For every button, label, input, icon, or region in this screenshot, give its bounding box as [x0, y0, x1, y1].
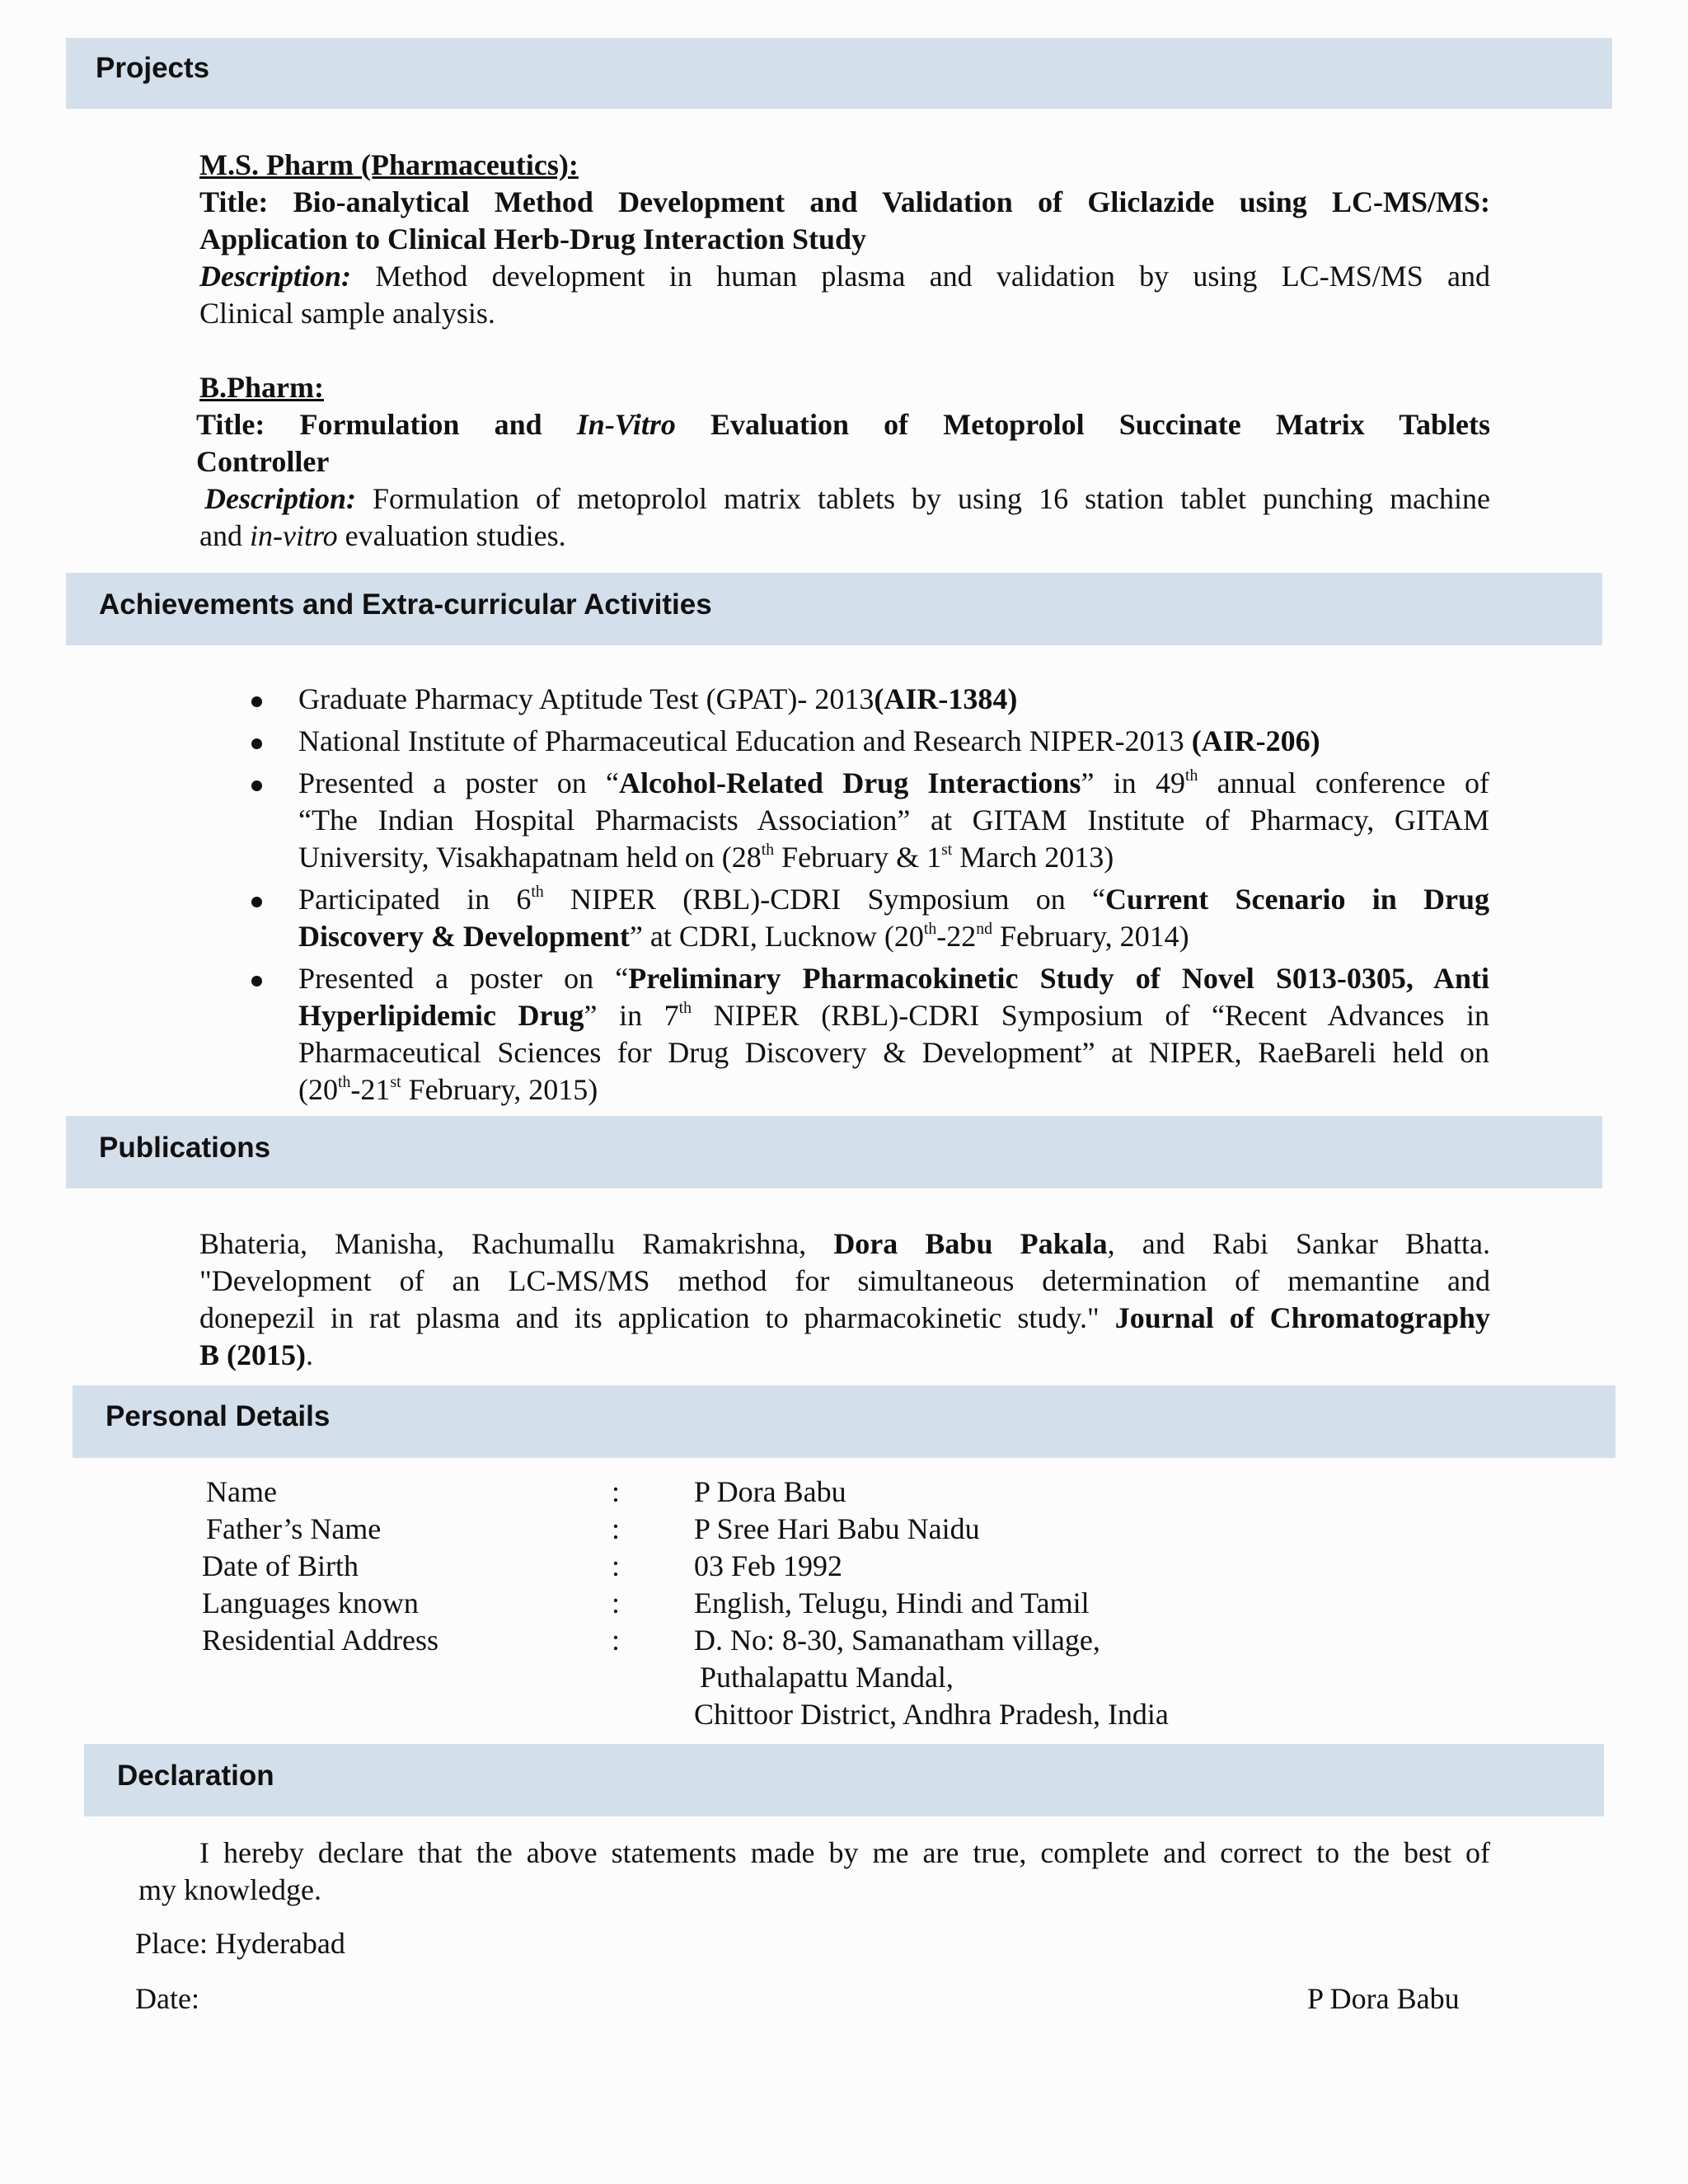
bpharm-description: [196, 480, 1490, 518]
ms-pharm-description: [199, 258, 1490, 295]
bullet-icon: [251, 780, 262, 791]
list-item: [298, 681, 1489, 718]
colon: :: [612, 1586, 621, 1619]
bpharm-heading: B.Pharm:: [199, 371, 324, 404]
ms-pharm-title-cont: Application to Clinical Herb-Drug Interaction Study: [199, 223, 867, 255]
description-italic: in-vitro: [249, 519, 338, 552]
item-text: Graduate Pharmacy Aptitude Test (GPAT)- 2013: [298, 682, 874, 715]
declaration-line: I hereby declare that the above statements made by me are true, complete and correct to the best of: [199, 1836, 1490, 1869]
description-text: Formulation of metoprolol matrix tablets by using 16 station tablet punching machine: [373, 482, 1491, 515]
description-label: Description:: [204, 482, 356, 515]
colon: :: [612, 1549, 621, 1582]
projects-section-header: Projects: [66, 38, 1612, 109]
name-label: Name: [206, 1475, 277, 1508]
list-item: Presented a poster on “Alcohol-Related Drug Interactions” in 49th annual conference of “The Indian Hospital Pharmacists Association” at GITAM Institute of Pharmacy, GITAM University, Visakhapatnam held on (28th February & 1st March 2013): [298, 765, 1489, 876]
declaration-text: [138, 1835, 1490, 1909]
dob-label: Date of Birth: [202, 1549, 359, 1582]
ms-pharm-heading: M.S. Pharm (Pharmaceutics):: [199, 148, 579, 181]
address-line: Chittoor District, Andhra Pradesh, India: [694, 1698, 1169, 1731]
name-value: P Dora Babu: [694, 1475, 846, 1508]
ms-pharm-title: Title: Bio-analytical Method Development and Validation of Gliclazide using LC-MS/MS:: [199, 185, 1490, 218]
publication-entry: Bhateria, Manisha, Rachumallu Ramakrishna, Dora Babu Pakala, and Rabi Sankar Bhatta. "Development of an LC-MS/MS method for simultaneous determination of memantine and donepezil in rat plasma and its application to pharmacokinetic study." Journal of Chromatography B (2015).: [199, 1227, 1491, 1371]
place-line: Place: Hyderabad: [135, 1927, 345, 1960]
bpharm-description-cont: [196, 518, 1490, 555]
father-name-label: Father’s Name: [206, 1512, 382, 1545]
declaration-section-header: Declaration: [84, 1744, 1604, 1816]
colon: :: [612, 1512, 621, 1545]
list-item: [298, 723, 1489, 760]
signature-name: P Dora Babu: [1307, 1982, 1460, 2015]
title-text: Title: Formulation and: [196, 408, 577, 441]
bullet-icon: [251, 696, 262, 707]
bullet-icon: [251, 738, 262, 749]
dob-value: 03 Feb 1992: [694, 1549, 842, 1582]
address-line: D. No: 8-30, Samanatham village,: [694, 1624, 1100, 1657]
address-line: Puthalapattu Mandal,: [700, 1661, 954, 1694]
father-name-value: P Sree Hari Babu Naidu: [694, 1512, 980, 1545]
bpharm-title: [196, 406, 1490, 443]
bullet-icon: [251, 976, 262, 987]
bpharm-project: [196, 369, 1490, 555]
title-text: Evaluation of Metoprolol Succinate Matrix Tablets: [675, 408, 1491, 441]
colon: :: [612, 1475, 621, 1508]
date-label: Date:: [135, 1982, 199, 2015]
personal-details-section-header: Personal Details: [73, 1385, 1615, 1458]
languages-label: Languages known: [202, 1586, 419, 1619]
colon: :: [612, 1624, 621, 1657]
description-text: Method development in human plasma and validation by using LC-MS/MS and: [375, 260, 1491, 293]
list-item: Presented a poster on “Preliminary Pharmacokinetic Study of Novel S013-0305, Anti Hyperlipidemic Drug” in 7th NIPER (RBL)-CDRI Symposium of “Recent Advances in Pharmaceutical Sciences for Drug Discovery & Development” at NIPER, RaeBareli held on (20th-21st February, 2015): [298, 960, 1489, 1108]
achievements-list: [298, 681, 1489, 1113]
item-text: National Institute of Pharmaceutical Education and Research NIPER-2013: [298, 724, 1192, 757]
bpharm-title-cont: Controller: [196, 445, 330, 478]
bullet-icon: [251, 897, 262, 907]
description-text: and: [199, 519, 250, 552]
item-bold: (AIR-206): [1191, 724, 1320, 757]
address-label: Residential Address: [202, 1624, 438, 1657]
achievements-section-header: Achievements and Extra-curricular Activities: [66, 573, 1602, 645]
description-label: Description:: [199, 260, 351, 293]
ms-pharm-description-cont: Clinical sample analysis.: [199, 297, 495, 330]
title-italic: In-Vitro: [576, 408, 676, 441]
declaration-line: my knowledge.: [138, 1873, 321, 1906]
ms-pharm-project: [199, 147, 1490, 332]
list-item: Participated in 6th NIPER (RBL)-CDRI Symposium on “Current Scenario in Drug Discovery & Development” at CDRI, Lucknow (20th-22nd February, 2014): [298, 881, 1489, 955]
publications-section-header: Publications: [66, 1116, 1602, 1188]
item-bold: (AIR-1384): [874, 682, 1018, 715]
description-text: evaluation studies.: [337, 519, 566, 552]
languages-value: English, Telugu, Hindi and Tamil: [694, 1586, 1090, 1619]
